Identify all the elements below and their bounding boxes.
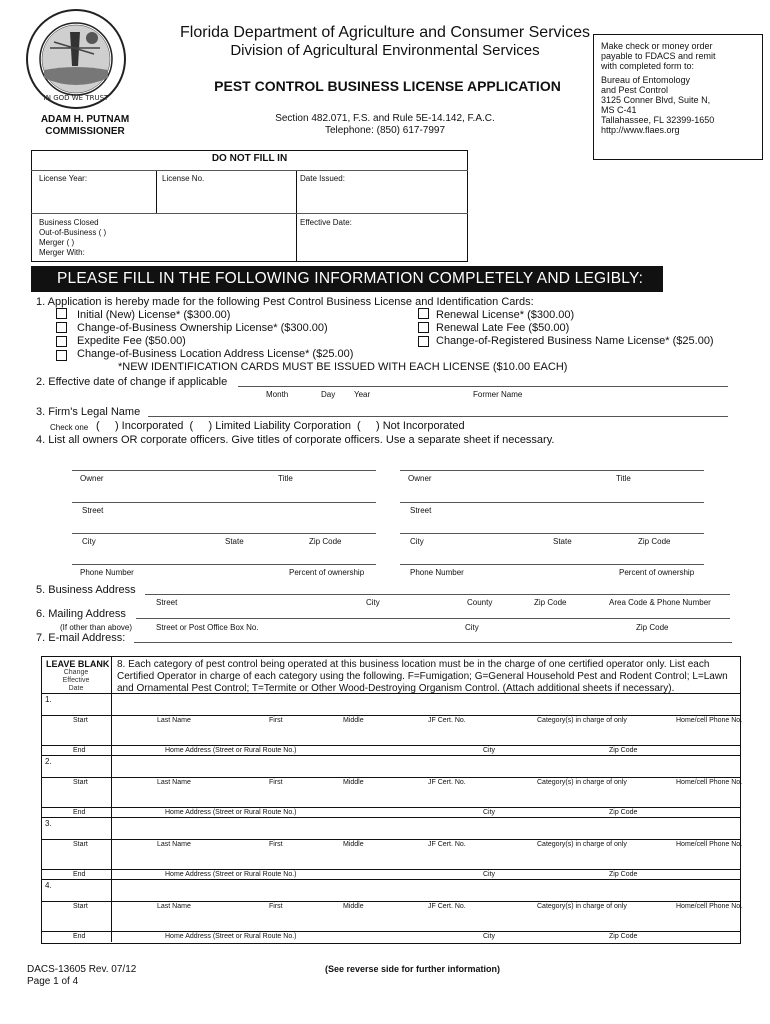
change-location-label: Change-of-Business Location Address License* ($25.00) — [77, 348, 354, 360]
op4-first-label: First — [269, 903, 283, 910]
q8-text-3: and Ornamental Pest Control; T=Termite or Other Wood-Destroying Organism Control. (Attach additional sheets if necessary). — [117, 683, 675, 694]
q5-street-label: Street — [156, 598, 178, 607]
op1-jf-label: JF Cert. No. — [428, 717, 466, 724]
month-label: Month — [266, 390, 289, 399]
address-line-1: Bureau of Entomology — [601, 75, 691, 85]
op1-middle-label: Middle — [343, 717, 364, 724]
effective-label: Effective — [62, 677, 90, 684]
office-use-title: DO NOT FILL IN — [211, 153, 288, 164]
op3-first-label: First — [269, 841, 283, 848]
expedite-label: Expedite Fee ($50.00) — [77, 335, 186, 347]
op4-city-label: City — [483, 933, 496, 940]
incorporation-options[interactable]: ( ) Incorporated ( ) Limited Liability Corporation ( ) Not Incorporated — [96, 420, 465, 432]
title-label-2: Title — [616, 474, 631, 483]
renewal-label: Renewal License* ($300.00) — [436, 309, 575, 321]
division-name: Division of Agricultural Environmental Services — [230, 42, 540, 59]
change-ownership-checkbox[interactable] — [56, 322, 67, 333]
op1-last-label: Last Name — [157, 717, 191, 724]
op3-jf-label: JF Cert. No. — [428, 841, 466, 848]
q6-zip-label: Zip Code — [636, 623, 669, 632]
city-label-2: City — [410, 537, 424, 546]
city-label-1: City — [82, 537, 96, 546]
telephone: Telephone: (850) 617-7997 — [324, 125, 446, 136]
business-address-input[interactable] — [145, 594, 730, 595]
owner-label-2: Owner — [408, 474, 432, 483]
q6-sub-label: (If other than above) — [60, 623, 133, 632]
zip-label-1: Zip Code — [309, 537, 342, 546]
q5-county-label: County — [467, 598, 493, 607]
day-label: Day — [321, 390, 336, 399]
op1-end-label: End — [73, 747, 86, 754]
op4-middle-label: Middle — [343, 903, 364, 910]
remit-line-2: payable to FDACS and remit — [601, 51, 716, 61]
date-label: Date — [68, 685, 84, 692]
former-name-label: Former Name — [473, 390, 523, 399]
instruction-banner: PLEASE FILL IN THE FOLLOWING INFORMATION COMPLETELY AND LEGIBLY: — [31, 266, 663, 292]
date-issued-field: Date Issued: — [300, 174, 345, 183]
op3-middle-label: Middle — [343, 841, 364, 848]
street-label-1: Street — [82, 506, 104, 515]
effective-date-input[interactable] — [238, 386, 728, 387]
initial-license-label: Initial (New) License* ($300.00) — [77, 309, 231, 321]
merger-with: Merger With: — [39, 248, 85, 257]
operator-row-2-start[interactable] — [41, 777, 741, 778]
operator-number-2: 2. — [45, 757, 52, 766]
op2-last-label: Last Name — [157, 779, 191, 786]
op2-first-label: First — [269, 779, 283, 786]
q3-text: 3. Firm's Legal Name — [36, 406, 141, 418]
op3-home-label: Home Address (Street or Rural Route No.) — [165, 871, 297, 878]
operator-number-3: 3. — [45, 819, 52, 828]
merger: Merger ( ) — [39, 238, 75, 247]
op1-start-label: Start — [73, 717, 88, 724]
check-one-label: Check one — [50, 423, 89, 432]
state-label-1: State — [225, 537, 244, 546]
address-line-2: and Pest Control — [601, 85, 669, 95]
year-label: Year — [354, 390, 371, 399]
q4-text: 4. List all owners OR corporate officers. Give titles of corporate officers. Use a separate sheet if necessary. — [36, 434, 555, 446]
operator-row-3-start[interactable] — [41, 839, 741, 840]
q6-city-label: City — [465, 623, 479, 632]
form-number: DACS-13605 Rev. 07/12 — [27, 964, 137, 975]
state-seal — [20, 8, 132, 110]
remit-box — [593, 34, 763, 160]
pct-label-2: Percent of ownership — [619, 568, 695, 577]
op4-phone-label: Home/cell Phone No. — [676, 903, 743, 910]
q2-text: 2. Effective date of change if applicable — [36, 376, 228, 388]
q5-text: 5. Business Address — [36, 584, 136, 596]
renewal-late-label: Renewal Late Fee ($50.00) — [436, 322, 570, 334]
out-of-business: Out-of-Business ( ) — [39, 228, 107, 237]
state-label-2: State — [553, 537, 572, 546]
op1-phone-label: Home/cell Phone No. — [676, 717, 743, 724]
form-title: PEST CONTROL BUSINESS LICENSE APPLICATION — [214, 78, 561, 94]
op2-middle-label: Middle — [343, 779, 364, 786]
operator-row-1-end[interactable] — [41, 745, 741, 746]
q6-street-label: Street or Post Office Box No. — [156, 623, 259, 632]
address-line-4: MS C-41 — [601, 105, 637, 115]
dept-name: Florida Department of Agriculture and Consumer Services — [180, 24, 590, 41]
operator-row-3-end[interactable] — [41, 869, 741, 870]
title-label-1: Title — [278, 474, 293, 483]
id-card-note: *NEW IDENTIFICATION CARDS MUST BE ISSUED WITH EACH LICENSE ($10.00 EACH) — [118, 361, 568, 373]
op3-city-label: City — [483, 871, 496, 878]
q5-phone-label: Area Code & Phone Number — [609, 598, 711, 607]
op3-last-label: Last Name — [157, 841, 191, 848]
op2-city-label: City — [483, 809, 496, 816]
renewal-late-checkbox[interactable] — [418, 322, 429, 333]
op2-cat-label: Category(s) in charge of only — [537, 779, 627, 786]
op2-start-label: Start — [73, 779, 88, 786]
operator-row-1-start[interactable] — [41, 715, 741, 716]
change-label: Change — [63, 669, 89, 676]
email-input[interactable] — [134, 642, 732, 643]
q5-zip-label: Zip Code — [534, 598, 567, 607]
op1-city-label: City — [483, 747, 496, 754]
op1-home-label: Home Address (Street or Rural Route No.) — [165, 747, 297, 754]
commissioner-name: ADAM H. PUTNAM — [40, 114, 130, 125]
page-number: Page 1 of 4 — [27, 976, 79, 987]
mailing-address-input[interactable] — [136, 618, 730, 619]
q7-text: 7. E-mail Address: — [36, 632, 126, 644]
op2-zip-label: Zip Code — [609, 809, 638, 816]
op2-phone-label: Home/cell Phone No. — [676, 779, 743, 786]
operator-number-1: 1. — [45, 695, 52, 704]
phone-label-1: Phone Number — [80, 568, 134, 577]
zip-label-2: Zip Code — [638, 537, 671, 546]
operator-row-2-end[interactable] — [41, 807, 741, 808]
op3-end-label: End — [73, 871, 86, 878]
op1-cat-label: Category(s) in charge of only — [537, 717, 627, 724]
statute-ref: Section 482.071, F.S. and Rule 5E-14.142, F.A.C. — [275, 113, 495, 124]
op1-first-label: First — [269, 717, 283, 724]
op4-home-label: Home Address (Street or Rural Route No.) — [165, 933, 297, 940]
remit-line-1: Make check or money order — [601, 41, 713, 51]
operator-row-4-end[interactable] — [41, 931, 741, 932]
street-label-2: Street — [410, 506, 432, 515]
change-name-checkbox[interactable] — [418, 336, 429, 347]
op3-cat-label: Category(s) in charge of only — [537, 841, 627, 848]
q5-city-label: City — [366, 598, 380, 607]
renewal-checkbox[interactable] — [418, 308, 429, 319]
q8-text-1: 8. Each category of pest control being operated at this business location must be in the charge of one certified operator only. List each — [117, 659, 710, 670]
svg-text:IN GOD WE TRUST: IN GOD WE TRUST — [43, 94, 109, 102]
op4-zip-label: Zip Code — [609, 933, 638, 940]
change-location-checkbox[interactable] — [56, 350, 67, 361]
op3-zip-label: Zip Code — [609, 871, 638, 878]
leave-blank-label: LEAVE BLANK — [46, 659, 110, 669]
address-line-5: Tallahassee, FL 32399-1650 — [601, 115, 715, 125]
expedite-checkbox[interactable] — [56, 336, 67, 347]
remit-line-3: with completed form to: — [601, 61, 695, 71]
address-line-3: 3125 Conner Blvd, Suite N, — [601, 95, 711, 105]
owner-label-1: Owner — [80, 474, 104, 483]
op3-start-label: Start — [73, 841, 88, 848]
op3-phone-label: Home/cell Phone No. — [676, 841, 743, 848]
op4-end-label: End — [73, 933, 86, 940]
business-closed: Business Closed — [39, 218, 99, 227]
license-year-field: License Year: — [39, 174, 88, 183]
reverse-note: (See reverse side for further information) — [325, 964, 501, 974]
initial-license-checkbox[interactable] — [56, 308, 67, 319]
firm-name-input[interactable] — [148, 416, 728, 417]
op4-jf-label: JF Cert. No. — [428, 903, 466, 910]
operator-row-4-start[interactable] — [41, 901, 741, 902]
effective-date-field: Effective Date: — [300, 218, 352, 227]
phone-label-2: Phone Number — [410, 568, 464, 577]
q1-text: 1. Application is hereby made for the following Pest Control Business License and Identification Cards: — [36, 296, 534, 308]
q8-text-2: Certified Operator in charge of each category using the following. F=Fumigation; G=General Household Pest and Rodent Control; L=Lawn — [117, 671, 728, 682]
license-no-field: License No. — [162, 174, 205, 183]
op4-last-label: Last Name — [157, 903, 191, 910]
q6-text: 6. Mailing Address — [36, 608, 126, 620]
op1-zip-label: Zip Code — [609, 747, 638, 754]
website[interactable]: http://www.flaes.org — [601, 125, 680, 135]
op4-cat-label: Category(s) in charge of only — [537, 903, 627, 910]
operator-number-4: 4. — [45, 881, 52, 890]
op2-home-label: Home Address (Street or Rural Route No.) — [165, 809, 297, 816]
pct-label-1: Percent of ownership — [289, 568, 365, 577]
change-name-label: Change-of-Registered Business Name License* ($25.00) — [436, 335, 714, 347]
op2-end-label: End — [73, 809, 86, 816]
op2-jf-label: JF Cert. No. — [428, 779, 466, 786]
op4-start-label: Start — [73, 903, 88, 910]
commissioner-title: COMMISSIONER — [45, 126, 125, 137]
change-ownership-label: Change-of-Business Ownership License* ($300.00) — [77, 322, 328, 334]
